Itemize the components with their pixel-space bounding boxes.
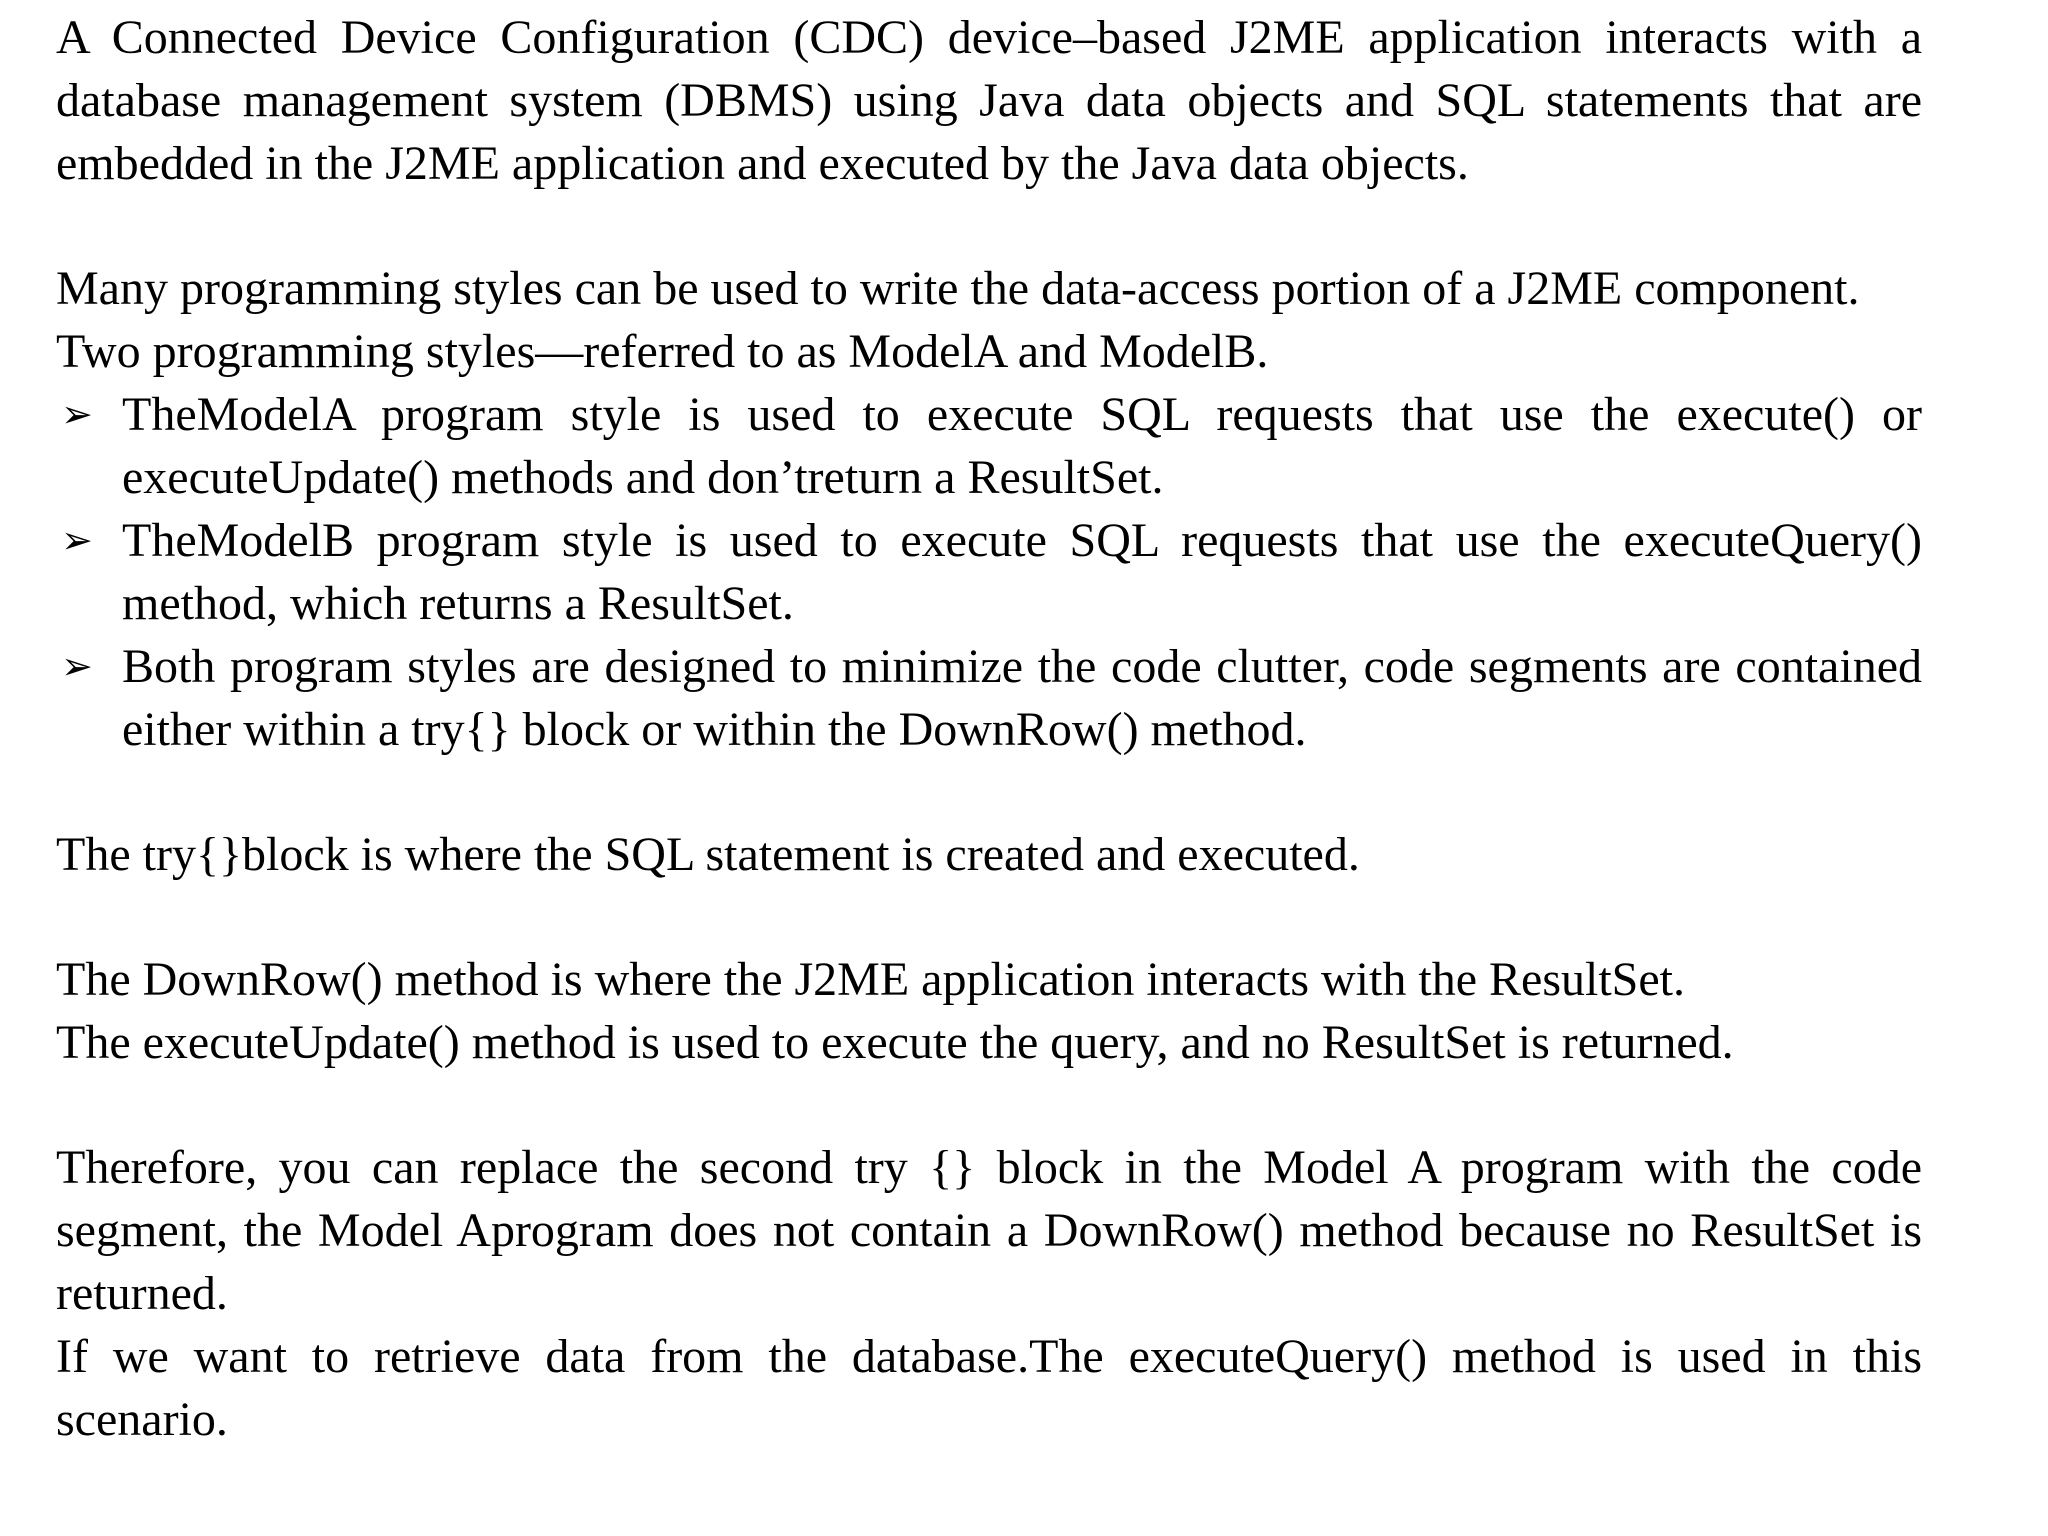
bullet-item-both-styles [56, 635, 1922, 761]
paragraph-downrow-1: The DownRow() method is where the J2ME application interacts with the ResultSet. [56, 953, 1685, 1006]
paragraph-styles-2: Two programming styles—referred to as ModelA and ModelB. [56, 325, 1269, 378]
bullet-item-modela [56, 383, 1922, 509]
arrow-bullet-icon: ➢ [61, 518, 93, 562]
paragraph-gap [56, 886, 1922, 948]
paragraph-intro: A Connected Device Configuration (CDC) device–based J2ME application interacts with a database management system (DBMS) using Java data objects and SQL statements that are embedded in the J2ME application and executed by the Java data objects. [56, 11, 1922, 190]
paragraph-downrow-2: The executeUpdate() method is used to execute the query, and no ResultSet is returned. [56, 1016, 1734, 1069]
paragraph-try-block: The try{}block is where the SQL statement is created and executed. [56, 828, 1360, 881]
bullet-text: TheModelB program style is used to execute SQL requests that use the executeQuery() method, which returns a ResultSet. [122, 514, 1922, 630]
arrow-bullet-icon: ➢ [61, 644, 93, 688]
bullet-text: TheModelA program style is used to execute SQL requests that use the execute() or executeUpdate() methods and don’treturn a ResultSet. [122, 388, 1922, 504]
paragraph-retrieve: If we want to retrieve data from the database.The executeQuery() method is used in this scenario. [56, 1330, 1922, 1446]
bullet-item-modelb [56, 509, 1922, 635]
paragraph-gap [56, 761, 1922, 823]
paragraph-gap [56, 1074, 1922, 1136]
bullet-text: Both program styles are designed to minimize the code clutter, code segments are contained either within a try{} block or within the DownRow() method. [122, 640, 1922, 756]
paragraph-styles-1: Many programming styles can be used to write the data-access portion of a J2ME component. [56, 262, 1860, 315]
document-page [56, 0, 1922, 1451]
bullet-list [56, 383, 1922, 761]
paragraph-gap [56, 195, 1922, 257]
paragraph-therefore: Therefore, you can replace the second try {} block in the Model A program with the code segment, the Model Aprogram does not contain a DownRow() method because no ResultSet is returned. [56, 1141, 1922, 1320]
arrow-bullet-icon: ➢ [61, 392, 93, 436]
